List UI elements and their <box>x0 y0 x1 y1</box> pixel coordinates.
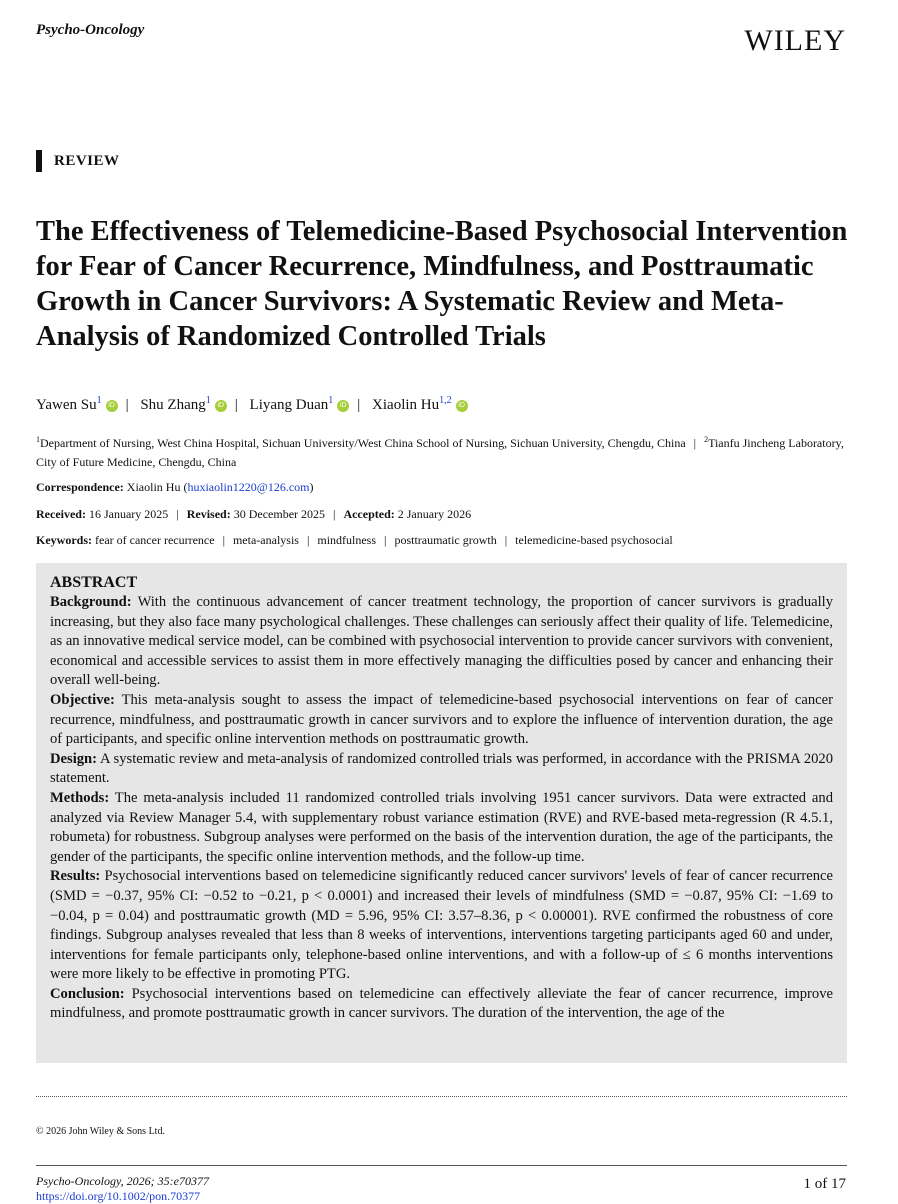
abstract-box <box>36 563 847 1063</box>
author[interactable]: Liyang Duan$^1$ iD <box>250 397 350 413</box>
abstract-methods: Methods: The meta-analysis included 11 randomized controlled trials involving 1951 cancer survivors. Data were extracted and analyzed via Review Manager 5.4, with supplementary robust variance estimation (RVE) and RVE-based meta-regression (R 4.5.1, robumeta) for robustness. Subgroup analyses were performed on the basis of the intervention duration, the age of the participants, the gender of the participants, the specific online intervention methods, and the follow-up time. <box>50 789 833 865</box>
abstract-conclusion: Conclusion: Psychosocial interventions based on telemedicine can effectively alleviate the fear of cancer recurrence, improve mindfulness, and promote posttraumatic growth in cancer survivors. The duration of the intervention, the age of the <box>50 985 833 1022</box>
doi-link[interactable]: https://doi.org/10.1002/pon.70377 <box>36 1189 201 1203</box>
author[interactable]: Xiaolin Hu$^{1,2}$ iD <box>372 397 468 413</box>
divider <box>36 1165 847 1166</box>
keyword[interactable]: telemedicine-based psychosocial <box>515 533 673 547</box>
copyright: © 2026 John Wiley & Sons Ltd. <box>36 1126 165 1137</box>
keyword[interactable]: fear of cancer recurrence <box>95 533 215 547</box>
citation: Psycho-Oncology, 2026; 35:e70377 <box>36 1174 209 1188</box>
abstract-objective: Objective: This meta-analysis sought to assess the impact of telemedicine-based psychosocial interventions on fear of cancer recurrence, mindfulness, and posttraumatic growth in cancer survivors and to explore the influence of intervention duration, the age of participants, and specific online intervention methods on posttraumatic growth. <box>50 691 833 748</box>
email-link[interactable]: huxiaolin1220@126.com <box>187 480 310 494</box>
author[interactable]: Yawen Su$^1$ iD <box>36 397 118 413</box>
author[interactable]: Shu Zhang$^1$ iD <box>140 397 226 413</box>
abstract-background: Background: With the continuous advancement of cancer treatment technology, the proportion of cancer survivors is gradually increasing, but they also face many psychological challenges. These challenges can seriously affect their quality of life. Telemedicine, as an innovative medical service model, can be combined with psychosocial intervention to provide cancer survivors with convenient, economical and accessible services to assist them in more effectively managing the difficulties posed by cancer and enhancing their overall well-being. <box>50 594 833 689</box>
orcid-icon[interactable]: iD <box>456 400 468 412</box>
divider <box>36 1096 847 1097</box>
keywords: Keywords: fear of cancer recurrence | meta-analysis | mindfulness | posttraumatic growth | telemedicine-based psychosocial <box>36 533 673 547</box>
article-dates: Received: 16 January 2025 | Revised: 30 December 2025 | Accepted: 2 January 2026 <box>36 507 472 521</box>
keyword[interactable]: posttraumatic growth <box>394 533 497 547</box>
orcid-icon[interactable]: iD <box>337 400 349 412</box>
abstract-results: Results: Psychosocial interventions based on telemedicine significantly reduced cancer survivors' levels of fear of cancer recurrence (SMD = −0.37, 95% CI: −0.52 to −0.21, p < 0.0001) and increased their levels of mindfulness (SMD = −0.87, 95% CI: −1.69 to −0.04, p = 0.04) and posttraumatic growth (MD = 5.96, 95% CI: 3.57–8.36, p < 0.00001). RVE confirmed the robustness of core findings. Subgroup analyses revealed that less than 8 weeks of interventions, interventions targeting participants aged 60 and under, interventions for female participants only, telephone-based online interventions, and with a follow-up of ≤ 6 months interventions were more likely to be effective in promoting PTG. <box>50 868 833 983</box>
page-number: 1 of 17 <box>803 1176 846 1192</box>
journal-name: Psycho-Oncology <box>36 22 145 38</box>
orcid-icon[interactable]: iD <box>106 400 118 412</box>
article-type: REVIEW <box>36 150 120 172</box>
abstract-heading: ABSTRACT <box>50 574 138 591</box>
author-list: Yawen Su$^1$ iD | Shu Zhang$^1$ iD | Liyang Duan$^1$ iD | Xiaolin Hu$^{1,2}$ iD <box>36 395 468 414</box>
keyword[interactable]: mindfulness <box>317 533 377 547</box>
abstract-design: Design: A systematic review and meta-analysis of randomized controlled trials was performed, in accordance with the PRISMA 2020 statement. <box>50 750 834 787</box>
correspondence: Correspondence: Xiaolin Hu (huxiaolin1220@126.com) <box>36 480 314 494</box>
article-title: The Effectiveness of Telemedicine-Based Psychosocial Intervention for Fear of Cancer Recurrence, Mindfulness, and Posttraumatic Growth in Cancer Survivors: A Systematic Review and Meta-Analysis of Randomized Controlled Trials <box>36 216 848 352</box>
orcid-icon[interactable]: iD <box>215 400 227 412</box>
affiliations: $^1$Department of Nursing, West China Hospital, Sichuan University/West China School of Nursing, Sichuan University, Chengdu, China | $^2$Tianfu Jincheng Laboratory, City of Future Medicine, Chengdu, China <box>36 435 844 469</box>
publisher-logo: WILEY <box>744 24 846 57</box>
keyword[interactable]: meta-analysis <box>232 533 299 547</box>
